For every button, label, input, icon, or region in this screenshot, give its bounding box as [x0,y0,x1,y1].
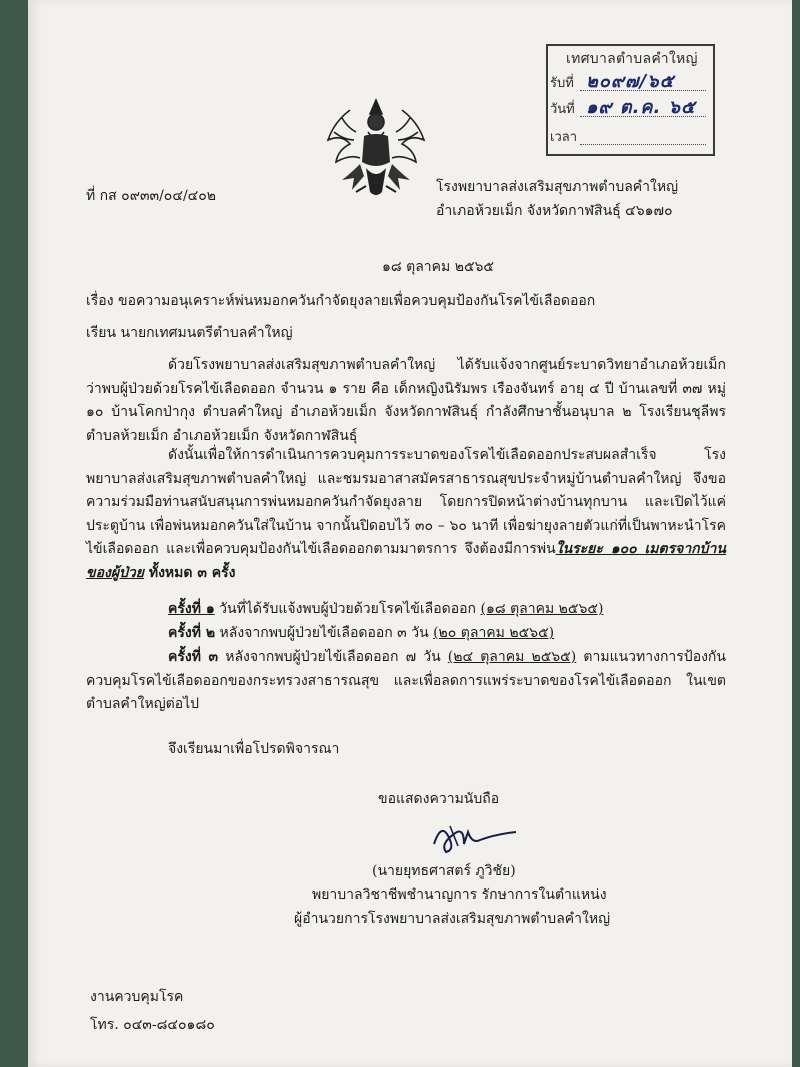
org-address: อำเภอห้วยเม็ก จังหวัดกาฬสินธุ์ ๔๖๑๗๐ [436,203,673,219]
round-2 [168,622,728,646]
round-1 [168,598,728,622]
stamp-date-label: วันที่ [550,102,575,117]
org-name: โรงพยาบาลส่งเสริมสุขภาพตำบลคำใหญ่ [436,179,679,195]
paragraph-2-main: ดังนั้นเพื่อให้การดำเนินการควบคุมการระบาดของโรคไข้เลือดออกประสบผลสำเร็จ โรงพยาบาลส่งเสริมสุขภาพตำบลคำใหญ่ และชมรมอาสาสมัครสาธารณสุขประจำหมู่บ้านตำบลคำใหญ่ จึงขอความร่วมมือท่านสนับสนุนการพ่นหมอกควันกำจัดยุงลาย โดยการปิดหน้าต่างบ้านทุกบาน และเปิดไว้แค่ประตูบ้าน เพื่อพ่นหมอกควันใส่ในบ้าน จากนั้นปิดอบไว้ ๓๐ – ๖๐ นาที เพื่อฆ่ายุงลายตัวแก่ที่เป็นพาหะนำโรคไข้เลือดออก และเพื่อควบคุมป้องกันไข้เลือดออกตามมาตรการ จึงต้องมีการพ่น [86,447,726,557]
round-3-label: ครั้งที่ ๓ [168,649,219,665]
letter-salutation: เรียน นายกเทศมนตรีตำบลคำใหญ่ [86,325,293,341]
stamp-time-label: เวลา [550,130,578,145]
round-1-date: (๑๘ ตุลาคม ๒๕๖๕) [480,601,604,617]
signer-name: (นายยุทธศาสตร์ ภูวิชัย) [372,863,516,879]
department: งานควบคุมโรค [90,989,184,1005]
stamp-office: เทศบาลตำบลคำใหญ่ [566,51,698,67]
paragraph-2 [86,444,726,585]
round-3 [86,646,726,717]
stamp-receipt-value: ๒๐๙๗/๖๕ [586,71,675,92]
phone-number: โทร. ๐๔๓-๘๔๐๑๘๐ [90,1017,215,1033]
signature-icon [424,814,520,858]
spray-count: ทั้งหมด ๓ ครั้ง [143,564,236,581]
spray-radius: ในระยะ ๑๐๐ เมตรจากบ้านของผู้ป่วย [86,541,726,581]
stamp-receipt-label: รับที่ [550,76,574,91]
round-2-text: หลังจากพบผู้ป่วยไข้เลือดออก ๓ วัน [215,625,434,641]
round-2-label: ครั้งที่ ๒ [168,625,216,641]
letter-subject: เรื่อง ขอความอนุเคราะห์พ่นหมอกควันกำจัดยุงลายเพื่อควบคุมป้องกันโรคไข้เลือดออก [86,293,596,309]
signer-title-2: ผู้อำนวยการโรงพยาบาลส่งเสริมสุขภาพตำบลคำใหญ่ [294,911,610,927]
document-number: ที่ กส ๐๙๓๓/๐๔/๔๐๒ [86,188,217,204]
round-1-text: วันที่ได้รับแจ้งพบผู้ป่วยด้วยโรคไข้เลือดออก [214,601,481,617]
letter-page [28,0,792,1067]
round-3-tail: ตามแนวทางการป้องกันควบคุมโรคไข้เลือดออกของกระทรวงสาธารณสุข และเพื่อลดการแพร่ระบาดของโรคไข้เลือดออก ในเขตตำบลคำใหญ่ต่อไป [86,649,726,712]
receipt-stamp [546,44,715,156]
stamp-date-value: ๑๙ ต.ค. ๖๕ [586,97,696,118]
garuda-emblem-icon [320,92,432,202]
signer-title-1: พยาบาลวิชาชีพชำนาญการ รักษาการในตำแหน่ง [312,887,607,903]
letter-date: ๑๘ ตุลาคม ๒๕๖๕ [382,259,495,275]
round-3-date: (๒๔ ตุลาคม ๒๕๖๕) [447,649,577,665]
paragraph-1: ด้วยโรงพยาบาลส่งเสริมสุขภาพตำบลคำใหญ่ ได้รับแจ้งจากศูนย์ระบาดวิทยาอำเภอห้วยเม็ก ว่าพบผู้ป่วยด้วยโรคไข้เลือดออก จำนวน ๑ ราย คือ เด็กหญิงนิรัมพร เรืองจันทร์ อายุ ๔ ปี บ้านเลขที่ ๓๗ หมู่ ๑๐ บ้านโคกป่ากุง ตำบลคำใหญ่ อำเภอห้วยเม็ก จังหวัดกาฬสินธุ์ กำลังศึกษาชั้นอนุบาล ๒ โรงเรียนชุลีพร ตำบลห้วยเม็ก อำเภอห้วยเม็ก จังหวัดกาฬสินธุ์ [86,357,726,444]
closing-request: จึงเรียนมาเพื่อโปรดพิจารณา [168,741,340,757]
round-1-label: ครั้งที่ ๑ [168,601,215,617]
regards: ขอแสดงความนับถือ [378,791,500,807]
round-2-date: (๒๐ ตุลาคม ๒๕๖๕) [433,625,555,641]
round-3-text: หลังจากพบผู้ป่วยไข้เลือดออก ๗ วัน [218,649,448,665]
